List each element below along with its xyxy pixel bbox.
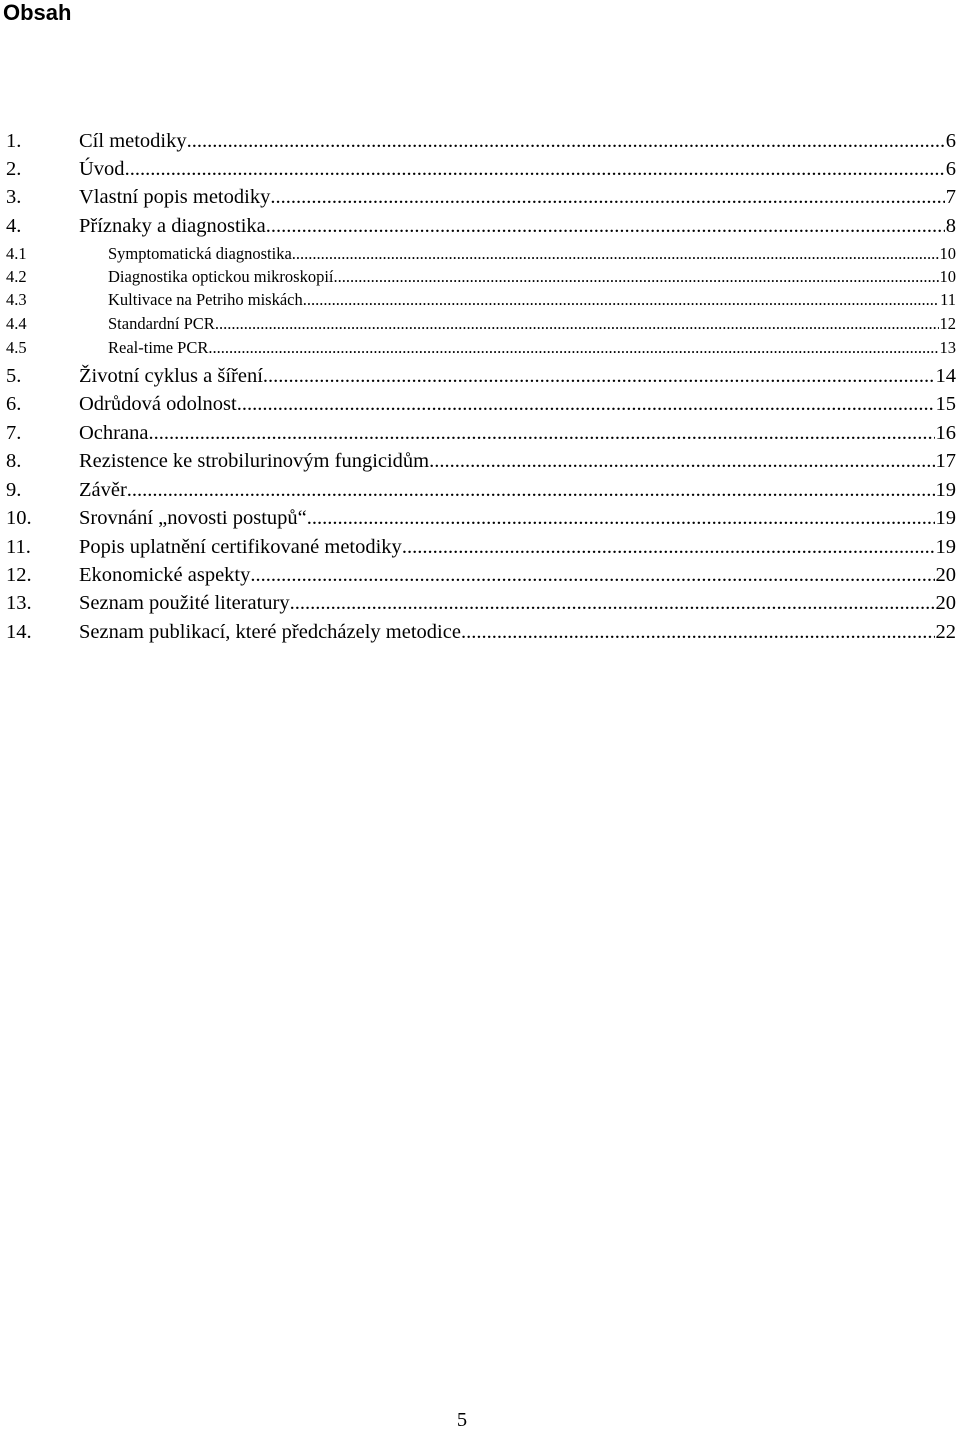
- toc-dot-leader: [270, 185, 944, 209]
- toc-entry-title: Symptomatická diagnostika: [108, 244, 292, 263]
- toc-entry-2[interactable]: [6, 157, 956, 181]
- toc-entry-4-1[interactable]: [6, 244, 956, 264]
- toc-entry-title: Vlastní popis metodiky: [79, 186, 271, 208]
- toc-entry-number: 9.: [6, 479, 22, 501]
- toc-entry-title: Real-time PCR: [108, 338, 209, 357]
- toc-entry-title: Standardní PCR: [108, 314, 215, 333]
- page-number: 5: [456, 1409, 468, 1431]
- toc-entry-10[interactable]: [6, 506, 956, 530]
- toc-dot-leader: [263, 364, 935, 388]
- toc-entry-page: 10: [939, 267, 956, 286]
- toc-entry-page: 6: [945, 158, 956, 180]
- toc-entry-number: 2.: [6, 158, 22, 180]
- toc-dot-leader: [307, 506, 935, 530]
- toc-dot-leader: [292, 244, 939, 264]
- toc-entry-number: 4.2: [6, 267, 27, 286]
- toc-entry-number: 4.3: [6, 290, 27, 309]
- toc-entry-8[interactable]: [6, 449, 956, 473]
- toc-entry-page: 14: [935, 365, 956, 387]
- toc-entry-title: Příznaky a diagnostika: [79, 215, 266, 237]
- toc-entry-4-4[interactable]: [6, 314, 956, 334]
- toc-entry-title: Diagnostika optickou mikroskopií: [108, 267, 334, 286]
- toc-entry-page: 16: [935, 422, 956, 444]
- toc-entry-page: 8: [945, 215, 956, 237]
- toc-entry-3[interactable]: [6, 185, 956, 209]
- toc-dot-leader: [127, 478, 935, 502]
- toc-entry-number: 4.: [6, 215, 22, 237]
- toc-entry-4-5[interactable]: [6, 338, 956, 358]
- toc-entry-number: 6.: [6, 393, 22, 415]
- toc-entry-number: 14.: [6, 621, 32, 643]
- toc-entry-number: 3.: [6, 186, 22, 208]
- toc-entry-page: 20: [935, 592, 956, 614]
- toc-dot-leader: [461, 620, 935, 644]
- toc-dot-leader: [237, 392, 935, 416]
- toc-dot-leader: [208, 338, 938, 358]
- toc-dot-leader: [429, 449, 934, 473]
- toc-entry-number: 13.: [6, 592, 32, 614]
- page-title: Obsah: [3, 0, 72, 25]
- toc-dot-leader: [402, 535, 935, 559]
- toc-dot-leader: [266, 214, 945, 238]
- toc-entry-title: Rezistence ke strobilurinovým fungicidům: [79, 450, 430, 472]
- toc-entry-4[interactable]: [6, 214, 956, 238]
- toc-entry-number: 12.: [6, 564, 32, 586]
- toc-entry-title: Úvod: [79, 158, 125, 180]
- toc-entry-title: Závěr: [79, 479, 127, 501]
- toc-entry-12[interactable]: [6, 563, 956, 587]
- toc-entry-page: 13: [939, 338, 956, 357]
- toc-dot-leader: [148, 421, 934, 445]
- toc-entry-page: 19: [935, 536, 956, 558]
- toc-entry-page: 7: [945, 186, 956, 208]
- toc-entry-7[interactable]: [6, 421, 956, 445]
- toc-entry-1[interactable]: [6, 129, 956, 153]
- toc-entry-title: Srovnání „novosti postupů“: [79, 507, 307, 529]
- toc-entry-title: Odrůdová odolnost: [79, 393, 237, 415]
- toc-entry-6[interactable]: [6, 392, 956, 416]
- toc-entry-page: 19: [935, 479, 956, 501]
- toc-dot-leader: [187, 129, 945, 153]
- toc-entry-page: 22: [935, 621, 956, 643]
- toc-entry-number: 4.5: [6, 338, 27, 357]
- toc-entry-9[interactable]: [6, 478, 956, 502]
- toc-entry-14[interactable]: [6, 620, 956, 644]
- toc-entry-number: 8.: [6, 450, 22, 472]
- toc-entry-number: 5.: [6, 365, 22, 387]
- toc-entry-5[interactable]: [6, 364, 956, 388]
- toc-entry-4-3[interactable]: [6, 290, 956, 310]
- toc-entry-number: 1.: [6, 130, 22, 152]
- toc-entry-number: 7.: [6, 422, 22, 444]
- toc-entry-number: 4.4: [6, 314, 27, 333]
- toc-entry-page: 20: [935, 564, 956, 586]
- toc-entry-page: 11: [940, 290, 956, 309]
- toc-entry-page: 15: [935, 393, 956, 415]
- toc-dot-leader: [303, 290, 939, 310]
- toc-entry-11[interactable]: [6, 535, 956, 559]
- toc-entry-page: 19: [935, 507, 956, 529]
- toc-entry-title: Cíl metodiky: [79, 130, 187, 152]
- toc-dot-leader: [125, 157, 945, 181]
- toc-entry-page: 12: [939, 314, 956, 333]
- toc-entry-title: Popis uplatnění certifikované metodiky: [79, 536, 402, 558]
- toc-entry-title: Seznam použité literatury: [79, 592, 290, 614]
- toc-entry-title: Seznam publikací, které předcházely metodice: [79, 621, 461, 643]
- toc-entry-number: 10.: [6, 507, 32, 529]
- toc-entry-page: 6: [945, 130, 956, 152]
- toc-entry-number: 4.1: [6, 244, 27, 263]
- toc-dot-leader: [250, 563, 934, 587]
- toc-entry-number: 11.: [6, 536, 31, 558]
- toc-dot-leader: [333, 267, 938, 287]
- toc-entry-title: Kultivace na Petriho miskách: [108, 290, 303, 309]
- toc-entry-13[interactable]: [6, 591, 956, 615]
- toc-entry-title: Životní cyklus a šíření: [79, 365, 263, 387]
- toc-entry-4-2[interactable]: [6, 267, 956, 287]
- toc-entry-title: Ochrana: [79, 422, 149, 444]
- toc-dot-leader: [215, 314, 939, 334]
- toc-entry-title: Ekonomické aspekty: [79, 564, 251, 586]
- toc-entry-page: 17: [935, 450, 956, 472]
- toc-dot-leader: [290, 591, 935, 615]
- toc-entry-page: 10: [939, 244, 956, 263]
